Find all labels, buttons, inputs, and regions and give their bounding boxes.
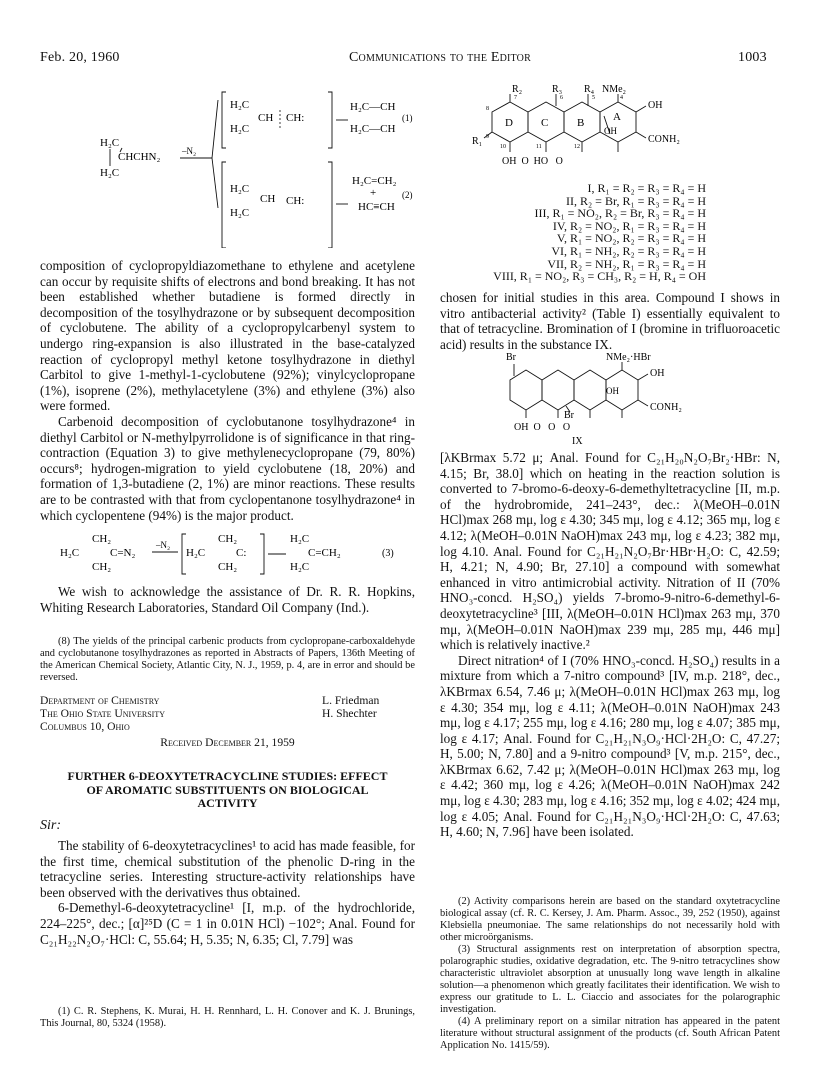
- struct-n4: 4: [620, 95, 623, 101]
- compound-list: [456, 182, 706, 283]
- reaction-scheme-1-2: [100, 88, 420, 248]
- affiliation-line-2: The Ohio State University: [40, 707, 165, 720]
- struct-r3: R₃: [552, 84, 563, 95]
- scheme-ring-top-a: H₂C: [230, 99, 250, 111]
- scheme-ring-top-ch: CH: [258, 112, 274, 124]
- struct2-oh-right: OH: [650, 368, 665, 379]
- scheme3-bracket-c: C:: [236, 547, 247, 559]
- equation-number-1: (1): [402, 113, 413, 123]
- affiliation-line-3: Columbus 10, Ohio: [40, 720, 130, 733]
- scheme-product-bot-1: H₂C=CH₂: [352, 175, 397, 187]
- compound-vi: VI, R₁ = NH₂, R₂ = R₃ = R₄ = H: [551, 243, 706, 258]
- struct2-br-top: Br: [506, 352, 516, 363]
- compound-i: I, R₁ = R₂ = R₃ = R₄ = H: [587, 181, 706, 195]
- paragraph-demethyl: 6-Demethyl-6-deoxytetracycline¹ [I, m.p. of the hydrochloride, 224–225°, dec.; [α]²⁵D (C = 1 in 0.01N HCl) −102°; Anal. Found for C₂₁H₂₂N₂O₇·HCl: C, 55.64; H, 5.35; N, 6.35; Cl, 7.79] was: [40, 900, 415, 947]
- scheme3-arrow-label: –N₂: [156, 540, 171, 550]
- struct-ring-d: D: [505, 117, 513, 129]
- equation-number-2: (2): [402, 190, 413, 200]
- equation-number-3: (3): [382, 548, 394, 559]
- scheme3-ch2-top: CH₂: [92, 533, 112, 545]
- struct-ring-b: B: [577, 117, 585, 129]
- scheme3-h2c: H₂C: [60, 547, 80, 559]
- tetracycline-structure: [470, 82, 720, 178]
- scheme-reactant-h2c-top: H₂C: [100, 137, 120, 149]
- scheme3-bracket-ch2-top: CH₂: [218, 533, 238, 545]
- struct-r1: R₁: [472, 136, 483, 147]
- scheme-ring-top-chdot: CH:: [286, 112, 305, 124]
- scheme-ring-bot-b: H₂C: [230, 207, 250, 219]
- struct2-oh-center: OH: [606, 386, 619, 396]
- author-2: H. Shechter: [322, 707, 377, 720]
- footnote-8: (8) The yields of the principal carbenic products from cyclopropane-carboxaldehyde and cyclobutanone tosylhydrazones as reported in Abstracts of Papers, 136th Meeting of the American Chemical Society, Atlantic City, N. J., 1959, p. 4, are in error and should be reversed.: [40, 636, 415, 683]
- scheme3-product-h2c-top: H₂C: [290, 533, 310, 545]
- scheme-ring-top-b: H₂C: [230, 123, 250, 135]
- struct-bottom-labels: OH O HO O: [502, 156, 563, 167]
- struct-ring-c: C: [541, 117, 549, 129]
- struct-nme2: NMe₂: [602, 84, 627, 95]
- paragraph-bromination: chosen for initial studies in this area. Compound I shows in vitro antibacterial activity² (Table I) essentially equivalent to that of tetracycline. Bromination of I (bromine in trifluoroacetic acid) results in the substance IX.: [440, 290, 780, 352]
- scheme-product-top-2: H₂C—CH: [350, 123, 396, 135]
- compound-ix-structure: [500, 350, 720, 448]
- struct-n9: 9: [486, 134, 489, 140]
- struct-n5: 5: [592, 95, 595, 101]
- scheme-product-bot-2: HC≡CH: [358, 201, 395, 213]
- paragraph-cyclobutanone: Carbenoid decomposition of cyclobutanone tosylhydrazone⁴ in diethyl Carbitol or N-methylpyrrolidone is of significance in that ring-contraction (Equation 3) to give methylenecyclopropane (79, 80%) occurs⁸; hydrogen-migration to yield cyclobutene (18, 20%) and formation of 1,3-butadiene (2, 1%) are minor reactions. These results are to be contrasted with that from cyclopentanone tosylhydrazone⁴ in which cyclopentene (94%) is the major product.: [40, 413, 415, 523]
- compound-ii: II, R₂ = Br, R₁ = R₃ = R₄ = H: [566, 193, 706, 208]
- compound-iv: IV, R₂ = NO₂, R₁ = R₃ = R₄ = H: [552, 218, 706, 233]
- struct-oh-right: OH: [648, 100, 663, 111]
- scheme-arrow-label: –N₂: [182, 146, 197, 156]
- struct-r4: R₄: [584, 84, 595, 95]
- struct-oh-center: OH: [604, 126, 617, 136]
- footnote-3: (3) Structural assignments rest on interpretation of absorption spectra, polarographic studies, oxidative degradation, etc. The 9-nitro tetracyclines show characteristic ultraviolet absorption at unusually long wave length in alkaline solution—a phenomenon which greatly facilitates their identification. We wish to express our gratitude to L. L. Ciaccio and associates for the polarographic investigation.: [440, 944, 780, 1015]
- scheme3-cn2: C=N₂: [110, 547, 136, 559]
- paragraph-bromo-derivative: [λKBrmax 5.72 μ; Anal. Found for C₂₁H₂₀N₂O₇Br₂·HBr: N, 4.15; Br, 38.0] which on heating in the reaction solution is converted to 7-bromo-6-deoxy-6-demethyltetracycline [II, m.p. of the hydrobromide, 241–243°, dec.: λ(MeOH–0.01N HCl)max 268 mμ, log ε 4.30; 345 mμ, log ε 4.12; 365 mμ, log ε 4.12; λ(MeOH–0.01N NaOH)max 243 mμ, log ε 4.23; 382 mμ, log 4.10. Anal. Found for C₂₁H₂₁N₂O₇Br·HBr·H₂O: C, 42.59; H, 4.21; N, 4.90; Br, 27.10] a compound with somewhat enhanced in vitro antimicrobial activity. Nitration of II (70% HNO₃-concd. H₂SO₄) yields 7-bromo-9-nitro-6-demethyl-6-deoxytetracycline³ [III, λ(MeOH–0.01N HCl)max 263 mμ, 370 mμ, λ(MeOH–0.01N NaOH)max 239 mμ, 285 mμ, 446 mμ] which is relatively inactive.²: [440, 450, 780, 653]
- struct2-br-bottom: Br: [564, 410, 574, 421]
- struct2-nme2hbr: NMe₂·HBr: [606, 352, 651, 363]
- paragraph-stability: The stability of 6-deoxytetracyclines¹ to acid has made feasible, for the first time, chemical substitution of the phenolic D-ring in the tetracycline series. Interesting structure-activity relationships have been observed with the derivatives thus obtained.: [40, 838, 415, 900]
- scheme-ring-bot-chdot: CH:: [286, 195, 305, 207]
- struct-n8: 8: [486, 106, 489, 112]
- paragraph-cyclopropyl: composition of cyclopropyldiazomethane to ethylene and acetylene can occur by requisite shifts of electrons and bond breaking. It has not been established whether butadiene is formed directly in decomposition of the tosylhydrazone or by subsequent decomposition of cyclobutene. The ability of a cyclopropylcarbenyl system to undergo ring-expansion is also illustrated in the base-catalyzed reaction of cyclopropyl methyl ketone tosylhydrazone in diethyl Carbitol to give 1-methyl-1-cyclobutene (92%); vinylcyclopropane (1%), isoprene (2%), methylacetylene (3%) and ethylene (3%) also were formed.: [40, 258, 415, 414]
- salutation: Sir:: [40, 818, 61, 833]
- article-title: FURTHER 6-DEOXYTETRACYCLINE STUDIES: EFFECT OF AROMATIC SUBSTITUENTS ON BIOLOGICAL ACTIVITY: [67, 769, 388, 810]
- scheme3-bracket-ch2-bot: CH₂: [218, 561, 238, 573]
- struct-n6: 6: [560, 95, 563, 101]
- scheme3-ch2-bottom: CH₂: [92, 561, 112, 573]
- reaction-scheme-3: [60, 530, 410, 580]
- struct-n12: 12: [574, 144, 580, 150]
- compound-vii: VII, R₂ = NH₂, R₁ = R₃ = R₄ = H: [547, 256, 706, 271]
- footnote-2: (2) Activity comparisons herein are based on the standard oxytetracycline biological assay (cf. R. C. Kersey, J. Am. Pharm. Assoc., 39, 252 (1950), against Klebsiella pneumoniae. The same relationships do not necessarily hold with other microörganisms.: [440, 896, 780, 943]
- struct2-label: IX: [572, 436, 583, 447]
- scheme-product-top-1: H₂C—CH: [350, 101, 396, 113]
- paragraph-nitration: Direct nitration⁴ of I (70% HNO₃-concd. H₂SO₄) results in a mixture from which a 7-nitro compound³ [IV, m.p. 218°, dec., λKBrmax 6.54, 7.46 μ; λ(MeOH–0.01N HCl)max 263 mμ, log ε 4.30; 354 mμ, log ε 4.11; λ(MeOH–0.01N NaOH)max 243 mμ, log ε 4.17; 255 mμ, log ε 4.16; 280 mμ, log ε 4.07; 385 mμ, log ε 4.17; Anal. Found for C₂₁H₂₁N₃O₉·HCl·2H₂O: C, 47.27; H, 5.00; N, 7.80] and a 9-nitro compound³ [V, m.p. 215°, dec., λKBrmax 6.62, 7.42 μ; λ(MeOH–0.01N HCl)max 263 mμ, log ε 4.42; 360 mμ, log ε 4.26; λ(MeOH–0.01N NaOH)max 242 mμ, log ε 4.30; 283 mμ, log ε 4.16; 352 mμ, log ε 4.02; 424 mμ, log ε 4.05; Anal. Found for C₂₁H₂₁N₃O₉·HCl·2H₂O: C, 47.63; H, 4.60; N, 7.96] have been isolated.: [440, 652, 780, 840]
- header-page-number: 1003: [738, 50, 767, 65]
- affiliation-line-1: Department of Chemistry: [40, 694, 160, 707]
- compound-viii: VIII, R₁ = NO₂, R₃ = CH₃, R₂ = H, R₄ = OH: [493, 269, 706, 284]
- author-block: [322, 694, 379, 720]
- struct-n11: 11: [536, 144, 542, 150]
- scheme3-product-c: C=CH₂: [308, 547, 341, 559]
- compound-v: V, R₁ = NO₂, R₂ = R₃ = R₄ = H: [556, 231, 706, 246]
- compound-iii: III, R₁ = NO₂, R₂ = Br, R₃ = R₄ = H: [534, 206, 706, 221]
- scheme-reactant-group: CHCHN₂: [118, 151, 161, 163]
- scheme-ring-bot-a: H₂C: [230, 183, 250, 195]
- struct-r2: R₂: [512, 84, 523, 95]
- scheme3-bracket-h2c: H₂C: [186, 547, 206, 559]
- footnote-4: (4) A preliminary report on a similar nitration has appeared in the patent literature without structural assignment of the products (cf. South African Patent Application No. 1415/59).: [440, 1016, 780, 1051]
- received-date: Received December 21, 1959: [160, 736, 295, 749]
- affiliation-block: [40, 694, 165, 733]
- scheme-product-bot-plus: +: [370, 187, 377, 199]
- struct2-bottom-labels: OH O O O: [514, 422, 571, 433]
- author-1: L. Friedman: [322, 694, 380, 707]
- struct-n10: 10: [500, 144, 506, 150]
- scheme3-product-h2c-bot: H₂C: [290, 561, 310, 573]
- paragraph-acknowledgement: We wish to acknowledge the assistance of Dr. R. R. Hopkins, Whiting Research Laboratories, Standard Oil Company (Ind.).: [40, 584, 415, 615]
- footnote-1: (1) C. R. Stephens, K. Murai, H. H. Rennhard, L. H. Conover and K. J. Brunings, This Journal, 80, 5324 (1958).: [40, 1006, 415, 1029]
- scheme-ring-bot-ch: CH: [260, 193, 276, 205]
- header-date: Feb. 20, 1960: [40, 50, 120, 65]
- struct2-conh2: CONH₂: [650, 402, 682, 413]
- struct-ring-a: A: [613, 111, 621, 123]
- header-journal: Communications to the Editor: [349, 50, 531, 65]
- struct-n7: 7: [514, 95, 517, 101]
- struct-conh2: CONH₂: [648, 134, 680, 145]
- scheme-reactant-h2c-bottom: H₂C: [100, 167, 120, 179]
